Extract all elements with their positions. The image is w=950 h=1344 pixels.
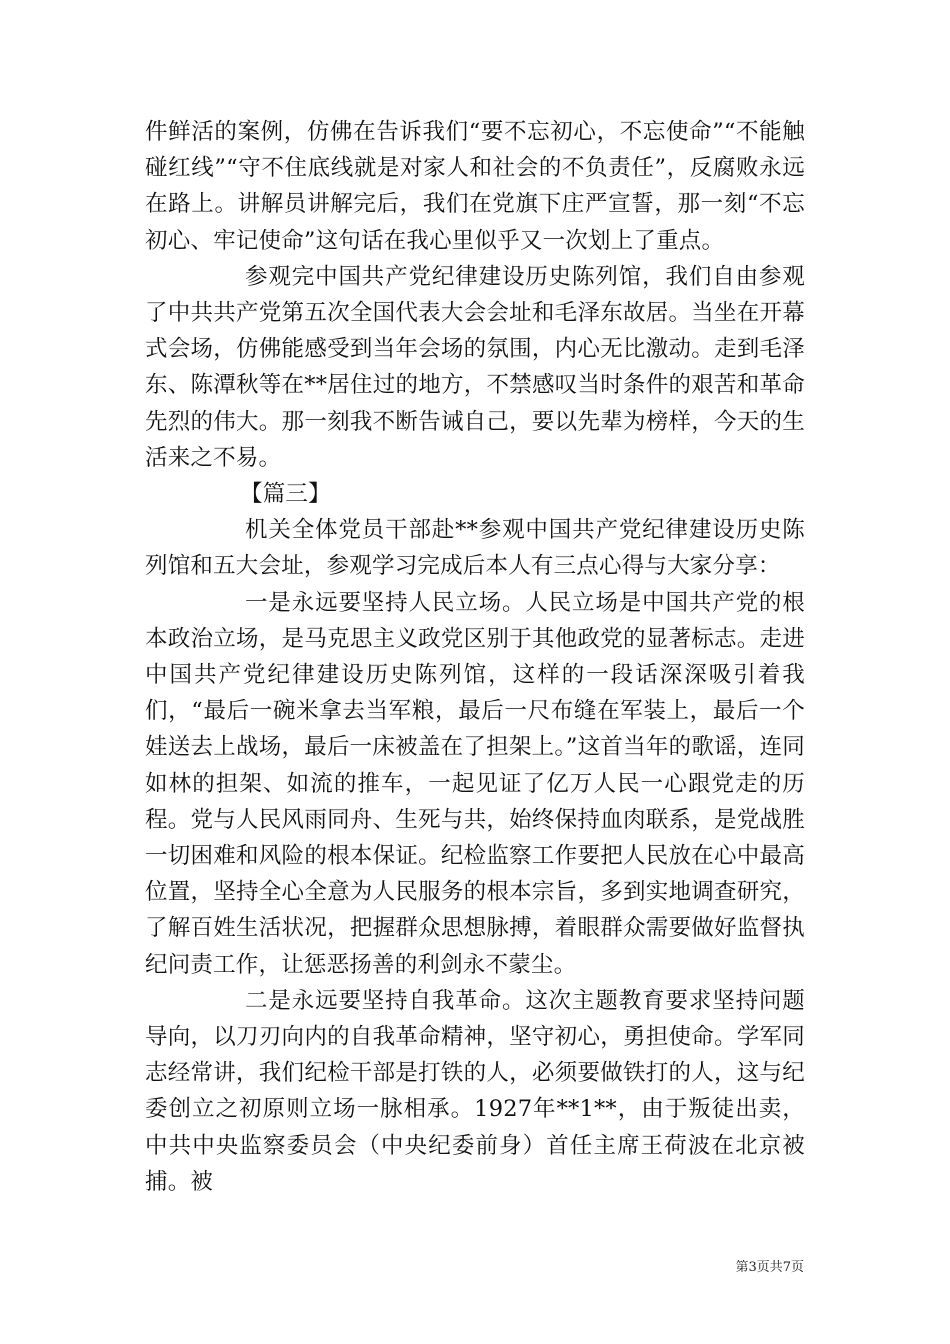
paragraph-point-one: 一是永远要坚持人民立场。人民立场是中国共产党的根本政治立场，是马克思主义政党区别于其他政党的显著标志。走进中国共产党纪律建设历史陈列馆，这样的一段话深深吸引着我们，“最后一碗米拿去当军粮，最后一尺布缝在军装上，最后一个娃送去上战场，最后一床被盖在了担架上。”这首当年的歌谣，连同如林的担架、如流的推车，一起见证了亿万人民一心跟党走的历程。党与人民风雨同舟、生死与共，始终保持血肉联系，是党战胜一切困难和风险的根本保证。纪检监察工作要把人民放在心中最高位置，坚持全心全意为人民服务的根本宗旨，多到实地调查研究，了解百姓生活状况，把握群众思想脉搏，着眼群众需要做好监督执纪问责工作，让惩恶扬善的利剑永不蒙尘。	[145, 589, 805, 978]
paragraph-continued: 件鲜活的案例，仿佛在告诉我们“要不忘初心，不忘使命”“不能触碰红线”“守不住底线就是对家人和社会的不负责任”，反腐败永远在路上。讲解员讲解完后，我们在党旗下庄严宣誓，那一刻“不忘初心、牢记使命”这句话在我心里似乎又一次划上了重点。	[145, 119, 805, 254]
paragraph-visit: 参观完中国共产党纪律建设历史陈列馆，我们自由参观了中共共产党第五次全国代表大会会址和毛泽东故居。当坐在开幕式会场，仿佛能感受到当年会场的氛围，内心无比激动。走到毛泽东、陈潭秋等在**居住过的地方，不禁感叹当时条件的艰苦和革命先烈的伟大。那一刻我不断告诫自己，要以先辈为榜样，今天的生活来之不易。	[145, 263, 805, 471]
page-number: 第3页共7页	[735, 1260, 804, 1275]
document-body	[145, 114, 805, 1200]
section-heading: 【篇三】	[240, 481, 331, 508]
paragraph-intro: 机关全体党员干部赴**参观中国共产党纪律建设历史陈列馆和五大会址，参观学习完成后本人有三点心得与大家分享：	[145, 517, 805, 580]
paragraph-point-two: 二是永远要坚持自我革命。这次主题教育要求坚持问题导向，以刀刃向内的自我革命精神，坚守初心，勇担使命。学军同志经常讲，我们纪检干部是打铁的人，必须要做铁打的人，这与纪委创立之初原则立场一脉相承。1927年**1**，由于叛徒出卖，中共中央监察委员会（中央纪委前身）首任主席王荷波在北京被捕。被	[145, 987, 805, 1195]
